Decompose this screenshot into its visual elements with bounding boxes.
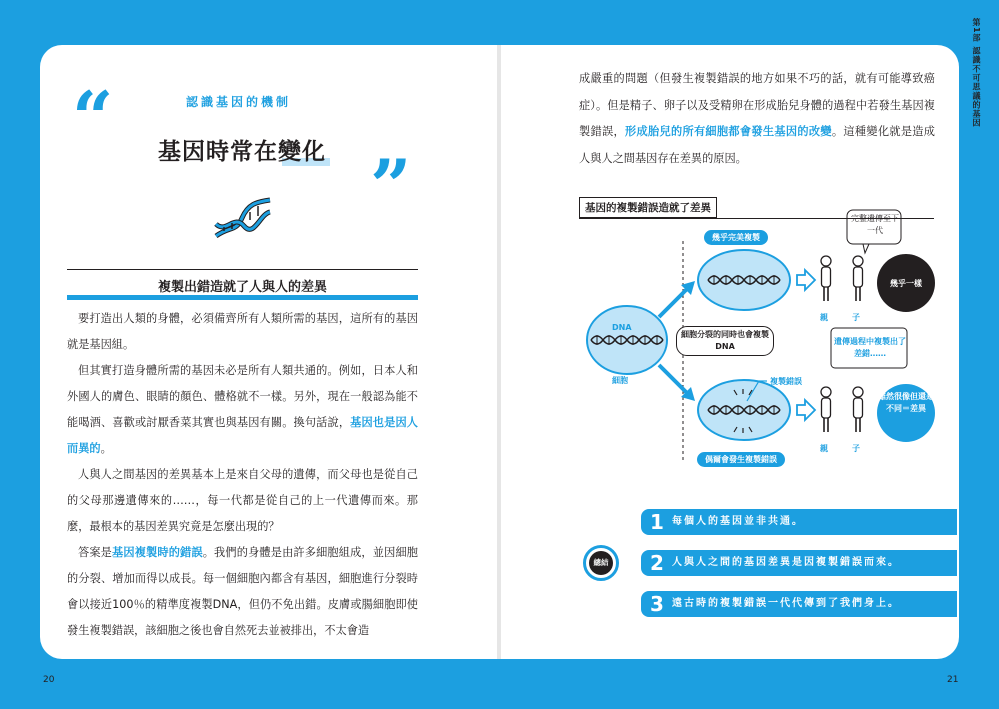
- bubble-top: 完整遺傳至下一代: [851, 214, 899, 235]
- summary-label: 總結: [589, 551, 613, 575]
- paragraph-3: 人與人之間基因的差異基本上是來自父母的遺傳，而父母也是從自己的父母那邊遺傳來的……，每一代都是從自己的上一代遺傳而來。那麼，最根本的基因差異究竟是怎麼出現的？: [67, 468, 418, 533]
- page-number-right: 21: [947, 675, 959, 685]
- child-label-bottom: 子: [852, 444, 860, 453]
- summary-item-1: 1 每個人的基因並非共通。: [641, 509, 957, 535]
- section-top-rule: [67, 269, 418, 270]
- result-bottom: 雖然很像但還是不同＝差異: [878, 392, 934, 413]
- page-title: 基因時常在變化: [158, 139, 326, 165]
- center-label: 細胞分裂的同時也會複製DNA: [676, 326, 774, 356]
- child-label-top: 子: [852, 313, 860, 322]
- book-spine: [497, 45, 501, 659]
- summary-item-2: 2 人與人之間的基因差異是因複製錯誤而來。: [641, 550, 957, 576]
- top-tag: 幾乎完美複製: [704, 230, 768, 245]
- summary-badge: [583, 545, 619, 581]
- cell-label: 細胞: [612, 376, 628, 385]
- dna-icon: [212, 196, 274, 240]
- bottom-tag: 偶爾會發生複製錯誤: [697, 452, 785, 467]
- parent-label-bottom: 親: [820, 444, 828, 453]
- paragraph-4: 答案是基因複製時的錯誤。我們的身體是由許多細胞組成，並因細胞的分裂、增加而得以成長。每一個細胞內都含有基因，細胞進行分裂時會以接近100％的精準度複製DNA，但仍不免出錯。皮膚或腸細胞即使發生複製錯誤，該細胞之後也會自然死去並被排出，不太會造: [67, 546, 418, 637]
- highlight-text: 基因複製時的錯誤: [112, 546, 203, 559]
- result-top: 幾乎一樣: [890, 279, 922, 288]
- page-number-left: 20: [43, 675, 55, 685]
- figure-title: 基因的複製錯誤造就了差異: [579, 197, 717, 218]
- bubble-mid: 遺傳過程中複製出了差錯……: [834, 337, 906, 358]
- highlight-text: 基因也是因人而異的: [67, 416, 418, 455]
- paragraph-2: 但其實打造身體所需的基因未必是所有人類共通的。例如，日本人和外國人的膚色、眼睛的顏色、體格就不一樣。另外，現在一般認為能不能喝酒、喜歡或討厭香菜其實也與基因有關。換句話說，基因也是因人而異的。: [67, 364, 418, 455]
- parent-label-top: 親: [820, 313, 828, 322]
- side-chapter-title: 第1部 認識不可思議的基因: [972, 18, 981, 128]
- dna-label: DNA: [612, 323, 632, 332]
- paragraph-1: 要打造出人類的身體，必須備齊所有人類所需的基因，這所有的基因就是基因組。: [67, 312, 418, 351]
- category-label: 認識基因的機制: [186, 95, 292, 109]
- close-quote-mark: ”: [370, 143, 412, 228]
- section-bottom-bar: [67, 295, 418, 300]
- error-label: 複製錯誤: [770, 377, 802, 386]
- highlight-text: 形成胎兒的所有細胞都會發生基因的改變: [624, 125, 832, 138]
- right-paragraph: 成嚴重的問題（但發生複製錯誤的地方如果不巧的話，就有可能導致癌症）。但是精子、卵子以及受精卵在形成胎兒身體的過程中若發生基因複製錯誤，形成胎兒的所有細胞都會發生基因的改變。這種變化就是造成人與人之間基因存在差異的原因。: [579, 72, 935, 165]
- section-title: 複製出錯造就了人與人的差異: [157, 280, 327, 295]
- open-quote-mark: “: [72, 75, 114, 160]
- summary-item-3: 3 遠古時的複製錯誤一代代傳到了我們身上。: [641, 591, 957, 617]
